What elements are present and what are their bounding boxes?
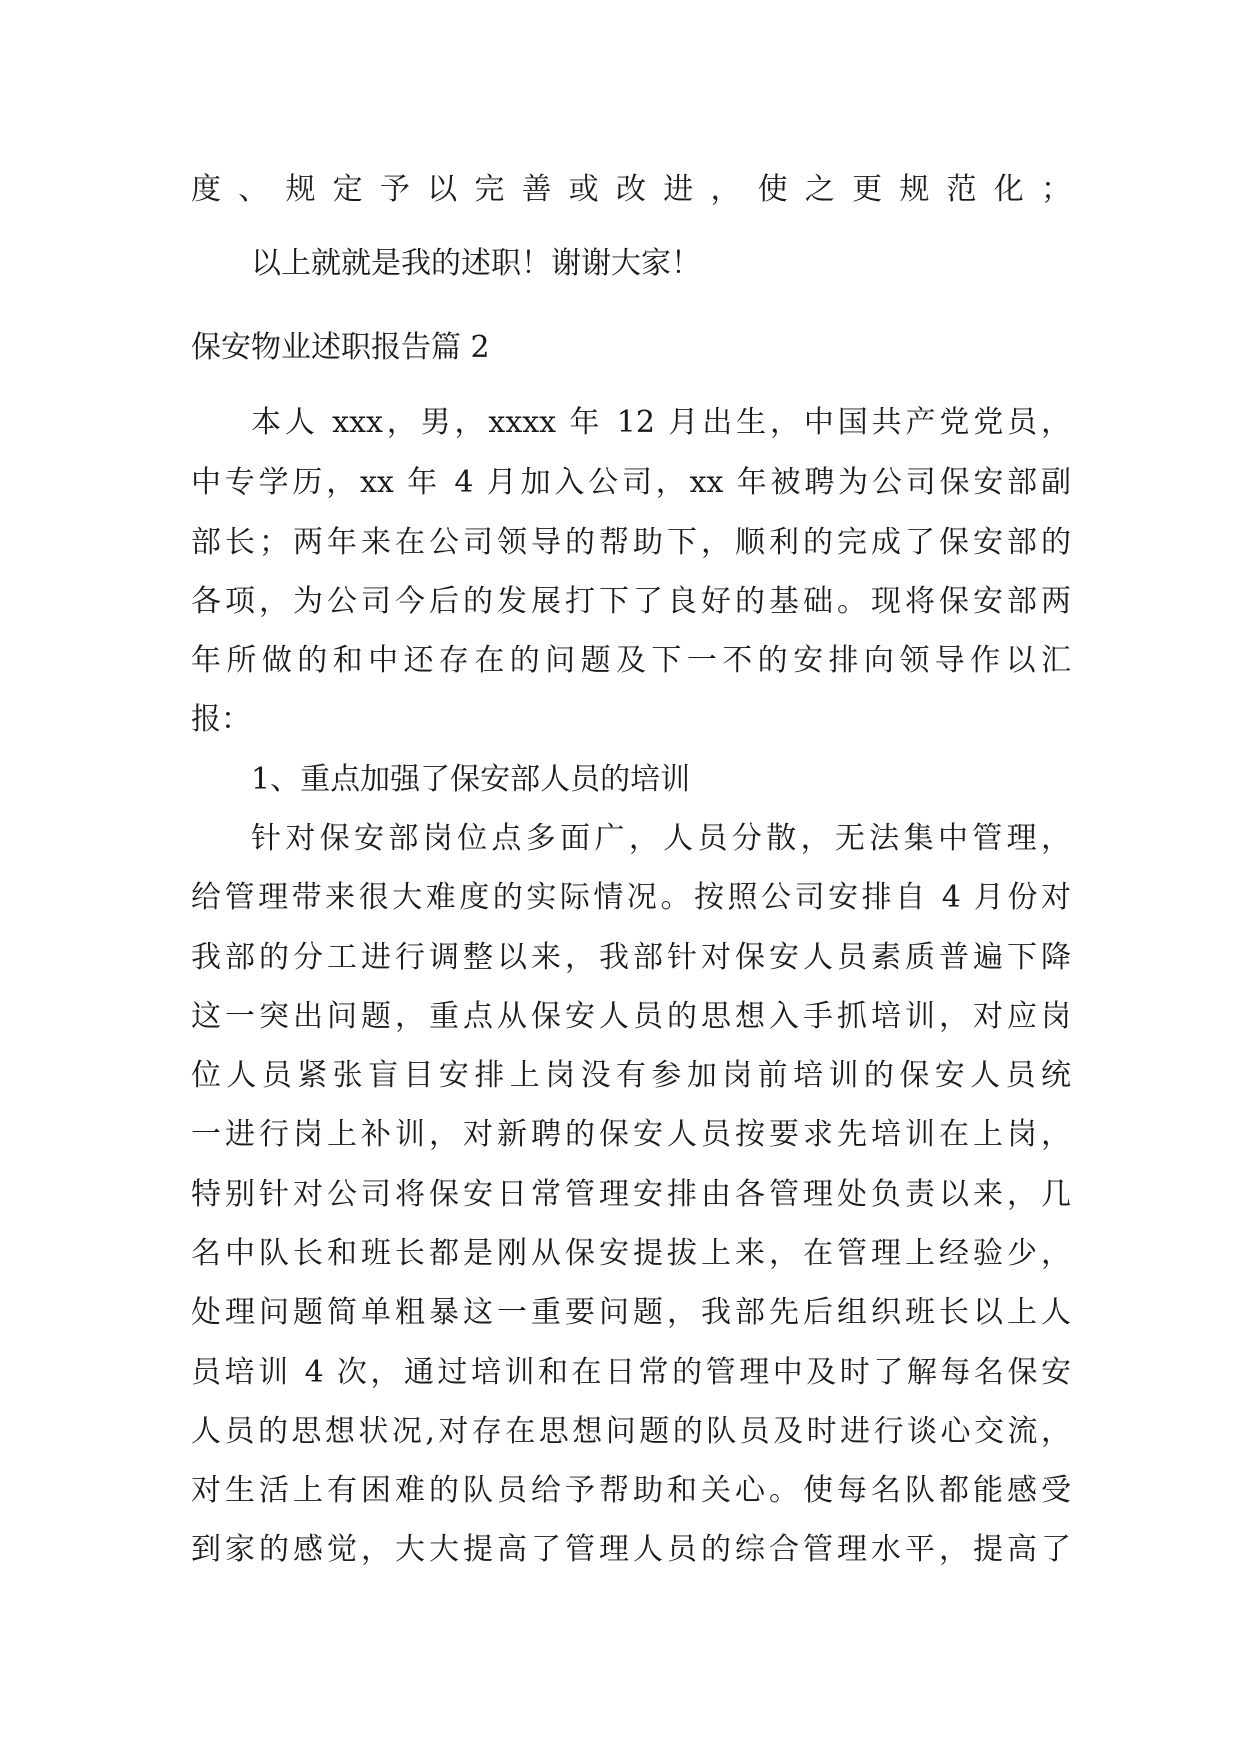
section-heading: 保安物业述职报告篇 2	[191, 330, 490, 365]
paragraph-line: 一进行岗上补训，对新聘的保安人员按要求先培训在上岗，	[191, 1117, 1071, 1152]
subheading-line: 1、重点加强了保安部人员的培训	[251, 762, 691, 797]
paragraph-line: 名中队长和班长都是刚从保安提拔上来，在管理上经验少，	[191, 1236, 1071, 1271]
closing-line: 以上就就是我的述职！谢谢大家！	[251, 246, 701, 281]
paragraph-line: 度、规定予以完善或改进，使之更规范化；	[191, 172, 1071, 207]
paragraph-line: 各项，为公司今后的发展打下了良好的基础。现将保安部两	[191, 584, 1071, 619]
paragraph-line: 处理问题简单粗暴这一重要问题，我部先后组织班长以上人	[191, 1295, 1071, 1330]
paragraph-line: 本人 xxx，男，xxxx 年 12 月出生，中国共产党党员，	[251, 405, 1071, 440]
paragraph-line: 特别针对公司将保安日常管理安排由各管理处负责以来，几	[191, 1177, 1071, 1212]
paragraph-line: 针对保安部岗位点多面广，人员分散，无法集中管理，	[251, 821, 1071, 856]
paragraph-line: 对生活上有困难的队员给予帮助和关心。使每名队都能感受	[191, 1473, 1071, 1508]
paragraph-line: 人员的思想状况,对存在思想问题的队员及时进行谈心交流，	[191, 1414, 1071, 1449]
paragraph-line: 中专学历，xx 年 4 月加入公司，xx 年被聘为公司保安部副	[191, 465, 1071, 500]
paragraph-line: 我部的分工进行调整以来，我部针对保安人员素质普遍下降	[191, 940, 1071, 975]
paragraph-line: 这一突出问题，重点从保安人员的思想入手抓培训，对应岗	[191, 999, 1071, 1034]
paragraph-line: 报：	[191, 702, 251, 737]
paragraph-line: 到家的感觉，大大提高了管理人员的综合管理水平，提高了	[191, 1532, 1071, 1567]
paragraph-line: 员培训 4 次，通过培训和在日常的管理中及时了解每名保安	[191, 1355, 1071, 1390]
paragraph-line: 年所做的和中还存在的问题及下一不的安排向领导作以汇	[191, 643, 1071, 678]
paragraph-line: 给管理带来很大难度的实际情况。按照公司安排自 4 月份对	[191, 880, 1071, 915]
paragraph-line: 部长；两年来在公司领导的帮助下，顺利的完成了保安部的	[191, 525, 1071, 560]
paragraph-line: 位人员紧张盲目安排上岗没有参加岗前培训的保安人员统	[191, 1058, 1071, 1093]
